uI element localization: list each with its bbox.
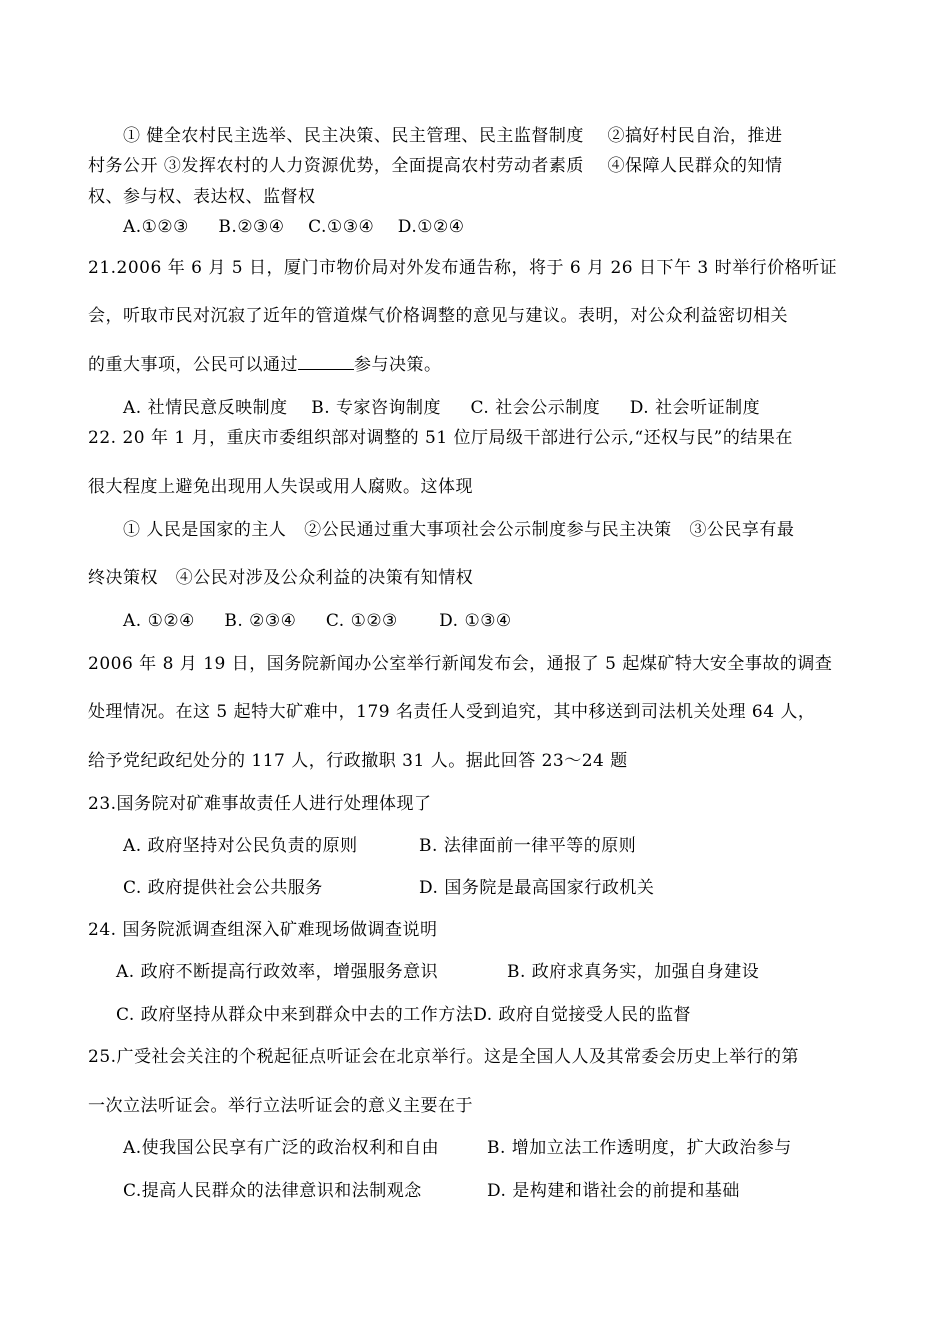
q25-stem-line-1: 25.广受社会关注的个税起征点听证会在北京举行。这是全国人人及其常委会历史上举行的第 [88,1047,800,1067]
q20-option-line-2: 村务公开 ③发挥农村的人力资源优势，全面提高农村劳动者素质 ④保障人民群众的知情 [88,156,783,176]
q23-option-a: A. 政府坚持对公民负责的原则 [123,836,358,856]
passage-line-2: 处理情况。在这 5 起特大矿难中，179 名责任人受到追究，其中移送到司法机关处理 64 人， [88,702,816,722]
answer-blank [298,355,354,370]
q25-option-b: B. 增加立法工作透明度，扩大政治参与 [487,1138,792,1158]
q24-option-a: A. 政府不断提高行政效率，增强服务意识 [116,962,439,982]
q22-answer-options: A. ①②④ B. ②③④ C. ①②③ D. ①③④ [123,611,512,631]
q24-stem: 24. 国务院派调查组深入矿难现场做调查说明 [88,920,438,940]
q22-statement-line-2: 终决策权 ④公民对涉及公众利益的决策有知情权 [88,568,474,588]
q22-statement-line-1: ① 人民是国家的主人 ②公民通过重大事项社会公示制度参与民主决策 ③公民享有最 [123,520,795,540]
q25-stem-line-2: 一次立法听证会。举行立法听证会的意义主要在于 [88,1096,473,1116]
q25-option-c: C.提高人民群众的法律意识和法制观念 [123,1181,422,1201]
q24-option-c-d: C. 政府坚持从群众中来到群众中去的工作方法D. 政府自觉接受人民的监督 [116,1005,692,1025]
q21-stem-line-3 [88,353,442,377]
passage-line-3: 给予党纪政纪处分的 117 人，行政撤职 31 人。据此回答 23～24 题 [88,751,628,771]
q23-option-b: B. 法律面前一律平等的原则 [419,836,637,856]
q20-option-line-1: ① 健全农村民主选举、民主决策、民主管理、民主监督制度 ②搞好村民自治，推进 [123,126,783,146]
q23-option-d: D. 国务院是最高国家行政机关 [419,878,655,898]
q21-stem-line-1: 21.2006 年 6 月 5 日，厦门市物价局对外发布通告称，将于 6 月 26 日下午 3 时举行价格听证 [88,258,838,278]
q24-option-b: B. 政府求真务实，加强自身建设 [507,962,760,982]
q25-option-a: A.使我国公民享有广泛的政治权利和自由 [123,1138,440,1158]
q25-option-d: D. 是构建和谐社会的前提和基础 [487,1181,740,1201]
passage-line-1: 2006 年 8 月 19 日，国务院新闻办公室举行新闻发布会，通报了 5 起煤矿特大安全事故的调查 [88,654,833,674]
q21-stem-line-2: 会，听取市民对沉寂了近年的管道煤气价格调整的意见与建议。表明，对公众利益密切相关 [88,306,788,326]
q21-stem-after-blank: 参与决策。 [354,355,442,375]
q21-stem-before-blank: 的重大事项，公民可以通过 [88,355,298,375]
q23-stem: 23.国务院对矿难事故责任人进行处理体现了 [88,794,432,814]
q22-stem-line-2: 很大程度上避免出现用人失误或用人腐败。这体现 [88,477,473,497]
q22-stem-line-1: 22. 20 年 1 月，重庆市委组织部对调整的 51 位厅局级干部进行公示,“还权与民”的结果在 [88,428,793,448]
q20-option-line-3: 权、参与权、表达权、监督权 [88,187,316,207]
q23-option-c: C. 政府提供社会公共服务 [123,878,323,898]
q20-answer-options: A.①②③ B.②③④ C.①③④ D.①②④ [123,217,465,237]
q21-answer-options: A. 社情民意反映制度 B. 专家咨询制度 C. 社会公示制度 D. 社会听证制度 [123,398,761,418]
